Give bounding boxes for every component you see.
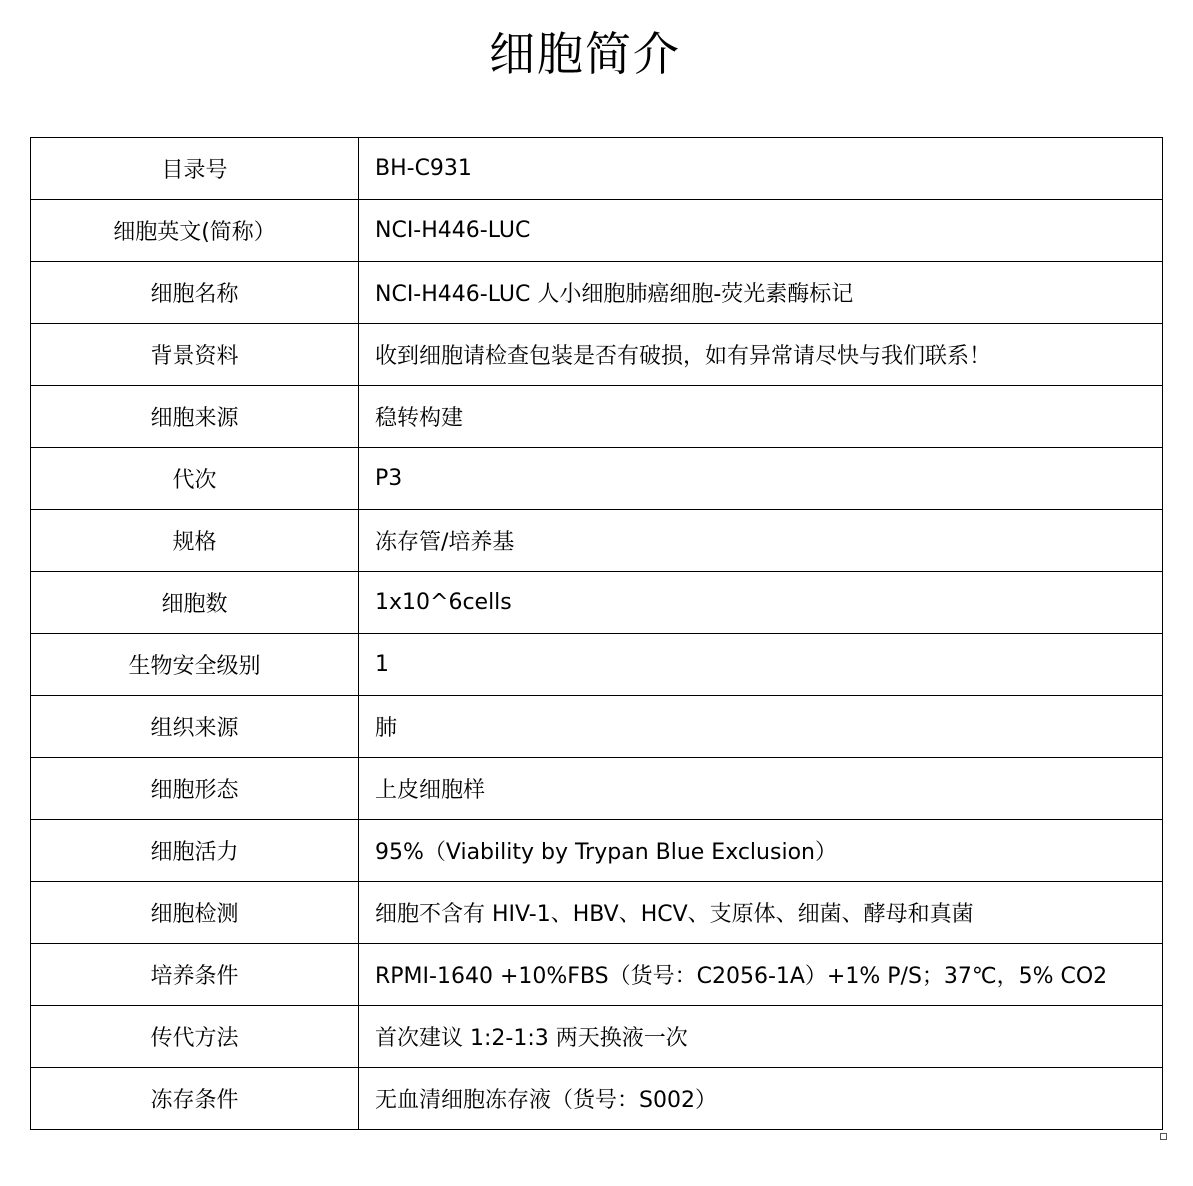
row-label: 培养条件 [31,944,359,1006]
row-value: 稳转构建 [359,386,1163,448]
row-label: 细胞形态 [31,758,359,820]
table-resize-handle[interactable] [1160,1133,1167,1140]
row-label: 细胞活力 [31,820,359,882]
table-row [31,634,1163,696]
row-label: 冻存条件 [31,1068,359,1130]
row-label: 细胞来源 [31,386,359,448]
table-row [31,820,1163,882]
row-label: 代次 [31,448,359,510]
row-label: 生物安全级别 [31,634,359,696]
row-value: NCI-H446-LUC [359,200,1163,262]
row-label: 传代方法 [31,1006,359,1068]
row-value: 首次建议 1:2-1:3 两天换液一次 [359,1006,1163,1068]
row-value: 肺 [359,696,1163,758]
row-label: 细胞英文(简称） [31,200,359,262]
cell-info-table [30,137,1163,1130]
table-row [31,200,1163,262]
row-label: 组织来源 [31,696,359,758]
row-value: RPMI-1640 +10%FBS（货号：C2056-1A）+1% P/S；37℃，5% CO2 [359,944,1163,1006]
table-row [31,448,1163,510]
row-value: 冻存管/培养基 [359,510,1163,572]
row-label: 细胞名称 [31,262,359,324]
table-row [31,882,1163,944]
row-value: 细胞不含有 HIV-1、HBV、HCV、支原体、细菌、酵母和真菌 [359,882,1163,944]
row-label: 细胞数 [31,572,359,634]
row-label: 规格 [31,510,359,572]
row-value: 95%（Viability by Trypan Blue Exclusion） [359,820,1163,882]
row-label: 目录号 [31,138,359,200]
row-value: BH-C931 [359,138,1163,200]
table-row [31,944,1163,1006]
table-row [31,1006,1163,1068]
table-row [31,262,1163,324]
table-row [31,510,1163,572]
row-value: NCI-H446-LUC 人小细胞肺癌细胞-荧光素酶标记 [359,262,1163,324]
page-title: 细胞简介 [489,27,681,81]
row-value: 无血清细胞冻存液（货号：S002） [359,1068,1163,1130]
table-row [31,572,1163,634]
row-value: P3 [359,448,1163,510]
table-row [31,138,1163,200]
table-row [31,696,1163,758]
row-value: 1 [359,634,1163,696]
row-label: 细胞检测 [31,882,359,944]
row-value: 上皮细胞样 [359,758,1163,820]
table-row [31,324,1163,386]
row-value: 1x10^6cells [359,572,1163,634]
table-row [31,386,1163,448]
row-label: 背景资料 [31,324,359,386]
table-row [31,1068,1163,1130]
table-row [31,758,1163,820]
row-value: 收到细胞请检查包装是否有破损，如有异常请尽快与我们联系！ [359,324,1163,386]
